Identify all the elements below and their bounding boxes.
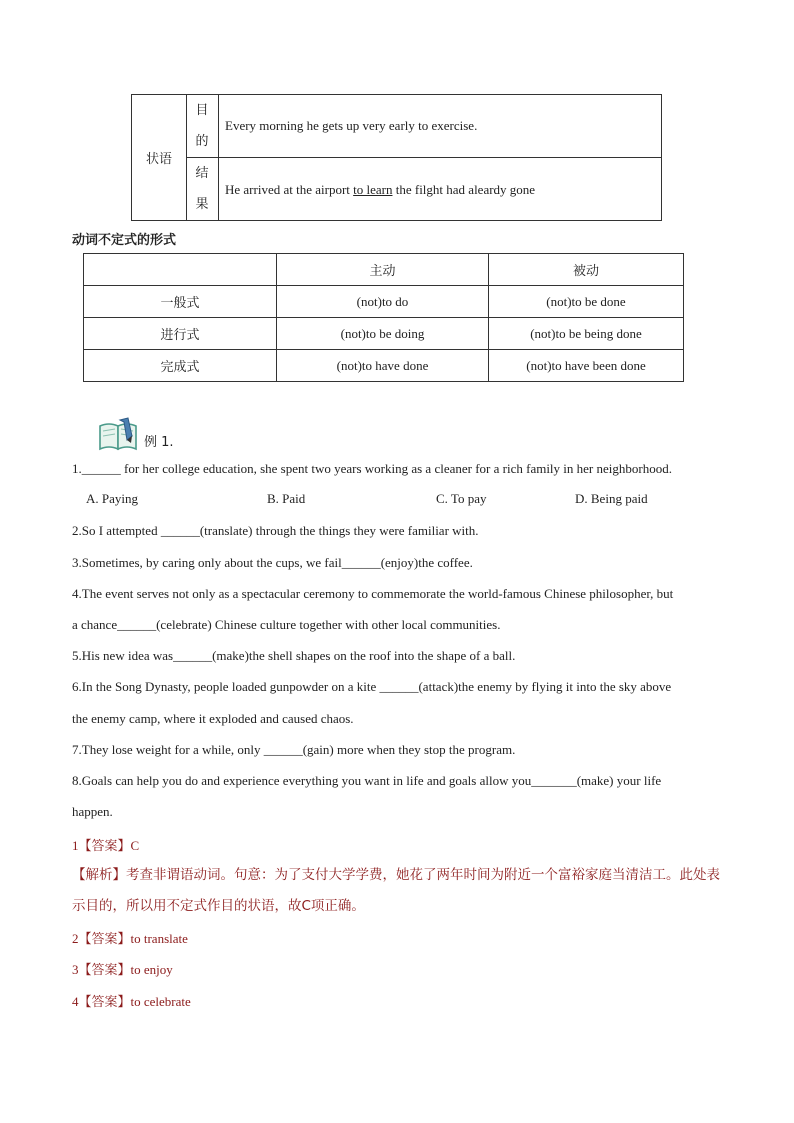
forms-name: 进行式 xyxy=(84,318,277,350)
question-1-options xyxy=(0,491,794,509)
forms-active: (not)to do xyxy=(277,286,489,318)
question-1: 1.______ for her college education, she spent two years working as a cleaner for a rich family in her neighborhood. xyxy=(72,461,672,476)
usage-table xyxy=(131,94,662,221)
question-4-line-2: a chance______(celebrate) Chinese culture together with other local communities. xyxy=(72,617,501,632)
forms-header-active: 主动 xyxy=(277,254,489,286)
forms-table xyxy=(83,253,684,382)
usage-label: 状语 xyxy=(132,95,187,220)
option-a: A. Paying xyxy=(86,491,138,506)
forms-passive: (not)to be done xyxy=(489,286,684,318)
usage-sub-result: 结 果 xyxy=(186,157,219,221)
forms-header-row xyxy=(84,254,684,286)
usage-example-result: He arrived at the airport to learn the filght had aleardy gone xyxy=(218,157,661,221)
example-label: 例 1. xyxy=(144,435,174,450)
forms-name: 完成式 xyxy=(84,350,277,382)
question-8-line-1: 8.Goals can help you do and experience everything you want in life and goals allow you_______(make) your life xyxy=(72,773,662,788)
forms-name: 一般式 xyxy=(84,286,277,318)
forms-passive: (not)to have been done xyxy=(489,350,684,382)
question-4-line-1: 4.The event serves not only as a spectacular ceremony to commemorate the world-famous Chinese philosopher, but xyxy=(72,586,674,601)
question-8-line-2: happen. xyxy=(72,804,113,819)
option-d: D. Being paid xyxy=(575,491,648,506)
forms-row xyxy=(84,350,684,382)
forms-header-blank xyxy=(84,254,277,286)
forms-header-passive: 被动 xyxy=(489,254,684,286)
forms-active: (not)to have done xyxy=(277,350,489,382)
question-6-line-2: the enemy camp, where it exploded and caused chaos. xyxy=(72,711,354,726)
answer-2: 2【答案】to translate xyxy=(72,931,188,946)
answer-4: 4【答案】to celebrate xyxy=(72,994,191,1009)
answer-1: 1【答案】C xyxy=(72,838,140,854)
option-b: B. Paid xyxy=(267,491,306,506)
forms-passive: (not)to be being done xyxy=(489,318,684,350)
example-header xyxy=(98,416,174,452)
answer-3: 3【答案】to enjoy xyxy=(72,962,173,977)
question-6-line-1: 6.In the Song Dynasty, people loaded gunpowder on a kite ______(attack)the enemy by flying it into the sky above xyxy=(72,679,672,694)
forms-active: (not)to be doing xyxy=(277,318,489,350)
question-3: 3.Sometimes, by caring only about the cups, we fail______(enjoy)the coffee. xyxy=(72,555,473,570)
answer-1-analysis: 【解析】考查非谓语动词。句意：为了支付大学学费，她花了两年时间为附近一个富裕家庭当清洁工。此处表示目的，所以用不定式作目的状语，故C项正确。 xyxy=(72,867,720,914)
usage-sub-purpose: 目 的 xyxy=(186,95,219,157)
forms-heading: 动词不定式的形式 xyxy=(72,233,177,248)
question-7: 7.They lose weight for a while, only ______(gain) more when they stop the program. xyxy=(72,742,516,757)
forms-row xyxy=(84,318,684,350)
forms-row xyxy=(84,286,684,318)
question-2: 2.So I attempted ______(translate) through the things they were familiar with. xyxy=(72,523,479,538)
usage-example-purpose: Every morning he gets up very early to exercise. xyxy=(225,118,478,133)
question-5: 5.His new idea was______(make)the shell shapes on the roof into the shape of a ball. xyxy=(72,648,516,663)
option-c: C. To pay xyxy=(436,491,487,506)
book-pencil-icon xyxy=(98,416,140,452)
